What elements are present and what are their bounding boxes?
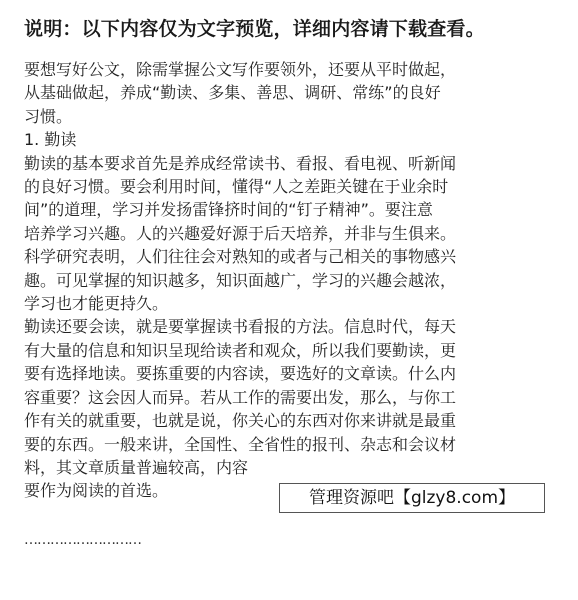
text-line: 培养学习兴趣。人的兴趣爱好源于后天培养，并非与生俱来。	[24, 223, 457, 243]
watermark-banner: 管理资源吧【glzy8.com】	[279, 483, 545, 513]
text-line: 要的东西。一般来讲，全国性、全省性的报刊、杂志和会议材	[24, 434, 457, 454]
text-line: 趣。可见掌握的知识越多，知识面越广，学习的兴趣会越浓，	[24, 270, 457, 290]
text-line: 料，其文章质量普遍较高，内容	[24, 457, 249, 477]
text-line: 容重要？这会因人而异。若从工作的需要出发，那么，与你工	[24, 387, 457, 407]
text-line: 学习也才能更持久。	[24, 294, 169, 314]
preview-notice: 说明：以下内容仅为文字预览，详细内容请下载查看。	[24, 18, 485, 40]
text-line: 从基础做起，养成“勤读、多集、善思、调研、常练”的良好	[24, 83, 441, 103]
text-line: 习惯。	[24, 106, 73, 126]
text-line: 要想写好公文，除需掌握公文写作要领外，还要从平时做起，	[24, 60, 457, 79]
continuation-ellipsis: ………………………	[24, 532, 141, 548]
text-line: 勤读的基本要求首先是养成经常读书、看报、看电视、听新闻	[24, 153, 457, 173]
text-line: 作有关的就重要，也就是说，你关心的东西对你来讲就是最重	[24, 411, 457, 431]
text-line: 有大量的信息和知识呈现给读者和观众，所以我们要勤读，更	[24, 340, 457, 360]
text-line: 间”的道理，学习并发扬雷锋挤时间的“钉子精神”。要注意	[24, 200, 433, 220]
text-line: 要作为阅读的首选。	[24, 481, 169, 501]
text-line: 科学研究表明，人们往往会对熟知的或者与己相关的事物感兴	[24, 247, 457, 267]
text-line: 的良好习惯。要会利用时间，懂得“人之差距关键在于业余时	[24, 177, 449, 197]
section-heading: 1. 勤读	[24, 130, 77, 150]
text-line: 勤读还要会读，就是要掌握读书看报的方法。信息时代，每天	[24, 317, 457, 337]
text-line: 要有选择地读。要拣重要的内容读，要选好的文章读。什么内	[24, 364, 457, 384]
document-body	[24, 58, 554, 503]
